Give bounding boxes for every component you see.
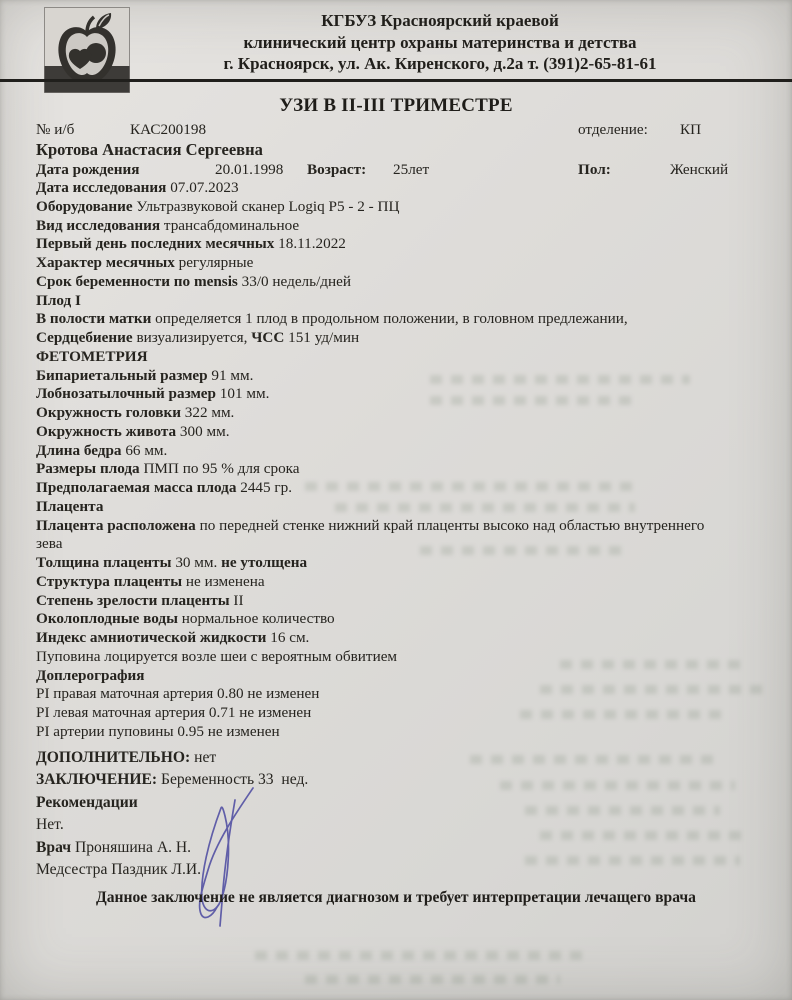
report-line bbox=[36, 404, 772, 423]
field-label: Врач bbox=[36, 838, 75, 856]
report-line bbox=[36, 273, 772, 292]
report-line bbox=[36, 254, 772, 273]
bleed-line bbox=[540, 685, 765, 694]
report-line bbox=[36, 667, 772, 686]
field-label: ЧСС bbox=[251, 329, 289, 346]
clinic-header bbox=[90, 10, 790, 75]
age-label: Возраст: bbox=[307, 161, 367, 178]
report-line bbox=[36, 573, 772, 592]
field-value: 66 мм. bbox=[125, 441, 168, 459]
field-value: визуализируется, bbox=[136, 329, 252, 346]
bleed-line bbox=[305, 975, 560, 984]
field-label: Дата исследования bbox=[36, 179, 171, 196]
field-value: 18.11.2022 bbox=[278, 235, 346, 253]
field-label: Размеры плода bbox=[36, 460, 144, 478]
field-value: 300 мм. bbox=[179, 422, 230, 440]
field-label: Вид исследования bbox=[36, 216, 164, 234]
field-label: Предполагаемая масса плода bbox=[36, 479, 241, 496]
report-line bbox=[36, 535, 772, 554]
field-label: не утолщена bbox=[221, 554, 308, 571]
field-value: 07.07.2023 bbox=[170, 179, 239, 196]
report-line bbox=[36, 723, 772, 742]
report-line bbox=[36, 460, 772, 479]
bleed-line bbox=[525, 856, 740, 865]
report-line bbox=[36, 235, 772, 254]
field-label: Рекомендации bbox=[36, 793, 138, 811]
report-line bbox=[36, 610, 772, 629]
age-value: 25лет bbox=[393, 161, 430, 178]
field-label: Сердцебиение bbox=[36, 329, 137, 346]
bleed-line bbox=[255, 951, 585, 960]
field-value: 16 см. bbox=[270, 629, 310, 646]
bleed-line bbox=[500, 781, 735, 790]
report-line bbox=[36, 554, 772, 573]
clinic-name-line2: клинический центр охраны материнства и детства bbox=[243, 32, 637, 52]
record-number-label: № и/б bbox=[36, 121, 75, 138]
field-value: зева bbox=[36, 535, 63, 553]
field-value: 322 мм. bbox=[184, 404, 235, 421]
report-body bbox=[36, 179, 772, 742]
department-label: отделение: bbox=[578, 121, 648, 138]
field-value: Проняшина А. Н. bbox=[74, 838, 192, 856]
bleed-line bbox=[520, 710, 725, 719]
field-label: Околоплодные воды bbox=[36, 610, 182, 628]
bleed-line bbox=[335, 503, 635, 512]
field-label: Плацента расположена bbox=[36, 516, 200, 534]
field-value: Беременность 33 нед. bbox=[160, 771, 309, 789]
header-divider bbox=[0, 79, 792, 82]
field-value: PI левая маточная артерия 0.71 не изменен bbox=[36, 704, 312, 721]
bleed-line bbox=[560, 660, 745, 669]
field-label: ДОПОЛНИТЕЛЬНО: bbox=[36, 749, 195, 766]
field-label: Оборудование bbox=[36, 197, 137, 215]
field-label: Окружность головки bbox=[36, 404, 185, 421]
report-line bbox=[36, 385, 772, 404]
report-line bbox=[36, 217, 772, 236]
field-value: Медсестра Паздник Л.И. bbox=[36, 861, 202, 879]
field-value: PI правая маточная артерия 0.80 не изменен bbox=[36, 685, 320, 703]
bleed-line bbox=[540, 831, 745, 840]
report-line bbox=[36, 310, 772, 329]
report-line bbox=[36, 629, 772, 648]
patient-demographics-row bbox=[36, 161, 776, 180]
report-line bbox=[36, 348, 772, 367]
field-value: не изменена bbox=[185, 572, 265, 590]
field-label: Срок беременности по mensis bbox=[36, 272, 242, 290]
page-title: УЗИ В II-III ТРИМЕСТРЕ bbox=[279, 95, 513, 116]
birth-date-label: Дата рождения bbox=[36, 161, 140, 178]
sex-label: Пол: bbox=[578, 161, 611, 178]
field-value: 33/0 недель/дней bbox=[241, 272, 352, 290]
bleed-line bbox=[305, 482, 635, 491]
field-value: регулярные bbox=[178, 254, 254, 271]
report-line bbox=[36, 592, 772, 611]
bleed-line bbox=[420, 546, 630, 555]
disclaimer: Данное заключение не является диагнозом и требует интерпретации лечащего врача bbox=[96, 889, 696, 906]
clinic-address-phone: г. Красноярск, ул. Ак. Киренского, д.2а т. (391)2-65-81-61 bbox=[223, 54, 657, 73]
clinic-name-line1: КГБУЗ Красноярский краевой bbox=[321, 11, 559, 30]
field-label: Доплерография bbox=[36, 666, 145, 684]
field-label: Бипариетальный размер bbox=[36, 366, 212, 384]
field-value: Нет. bbox=[36, 816, 64, 834]
field-value: нет bbox=[194, 749, 217, 766]
field-label: Степень зрелости плаценты bbox=[36, 591, 234, 609]
report-line bbox=[36, 423, 772, 442]
sex-value: Женский bbox=[670, 161, 729, 178]
field-value: 91 мм. bbox=[211, 366, 254, 384]
record-number-value: КАС200198 bbox=[130, 121, 207, 138]
bleed-line bbox=[525, 806, 720, 815]
report-line bbox=[36, 442, 772, 461]
field-value: PI артерии пуповины 0.95 не изменен bbox=[36, 722, 280, 740]
field-label: Толщина плаценты bbox=[36, 554, 176, 571]
bleed-line bbox=[430, 396, 640, 405]
report-line bbox=[36, 517, 772, 536]
field-value: II bbox=[233, 591, 244, 609]
field-value: 151 уд/мин bbox=[288, 329, 360, 346]
bleed-line bbox=[430, 375, 690, 384]
meta-row bbox=[0, 121, 792, 140]
department-value: КП bbox=[680, 121, 702, 138]
field-label: Структура плаценты bbox=[36, 572, 186, 590]
field-label: ЗАКЛЮЧЕНИЕ: bbox=[36, 771, 161, 789]
field-label: В полости матки bbox=[36, 310, 156, 328]
report-line bbox=[36, 179, 772, 198]
field-label: Индекс амниотической жидкости bbox=[36, 629, 271, 646]
field-label: Длина бедра bbox=[36, 441, 126, 459]
field-label: Характер месячных bbox=[36, 254, 179, 271]
patient-name: Кротова Анастасия Сергеевна bbox=[36, 140, 263, 159]
field-label: Плод I bbox=[36, 291, 81, 309]
field-value: ПМП по 95 % для срока bbox=[143, 460, 300, 478]
field-value: по передней стенке нижний край плаценты высоко над областью внутреннего bbox=[199, 516, 705, 534]
field-value: нормальное количество bbox=[181, 610, 335, 628]
bleed-line bbox=[470, 755, 720, 764]
field-label: Лобнозатылочный размер bbox=[36, 385, 220, 403]
field-value: 30 мм. bbox=[175, 554, 222, 571]
field-label: Первый день последних месячных bbox=[36, 235, 279, 253]
report-line bbox=[36, 198, 772, 217]
field-value: трансабдоминальное bbox=[163, 216, 300, 234]
report-line bbox=[36, 329, 772, 348]
field-value: Ультразвуковой сканер Logiq P5 - 2 - ПЦ bbox=[136, 197, 400, 215]
report-line bbox=[36, 292, 772, 311]
field-label: Плацента bbox=[36, 497, 104, 515]
field-value: 2445 гр. bbox=[240, 479, 293, 496]
field-value: Пуповина лоцируется возле шеи с вероятным обвитием bbox=[36, 647, 398, 665]
birth-date-value: 20.01.1998 bbox=[215, 161, 284, 178]
field-value: определяется 1 плод в продольном положении, в головном предлежании, bbox=[155, 310, 628, 328]
field-label: Окружность живота bbox=[36, 422, 180, 440]
field-value: 101 мм. bbox=[219, 385, 270, 403]
field-label: ФЕТОМЕТРИЯ bbox=[36, 347, 148, 365]
